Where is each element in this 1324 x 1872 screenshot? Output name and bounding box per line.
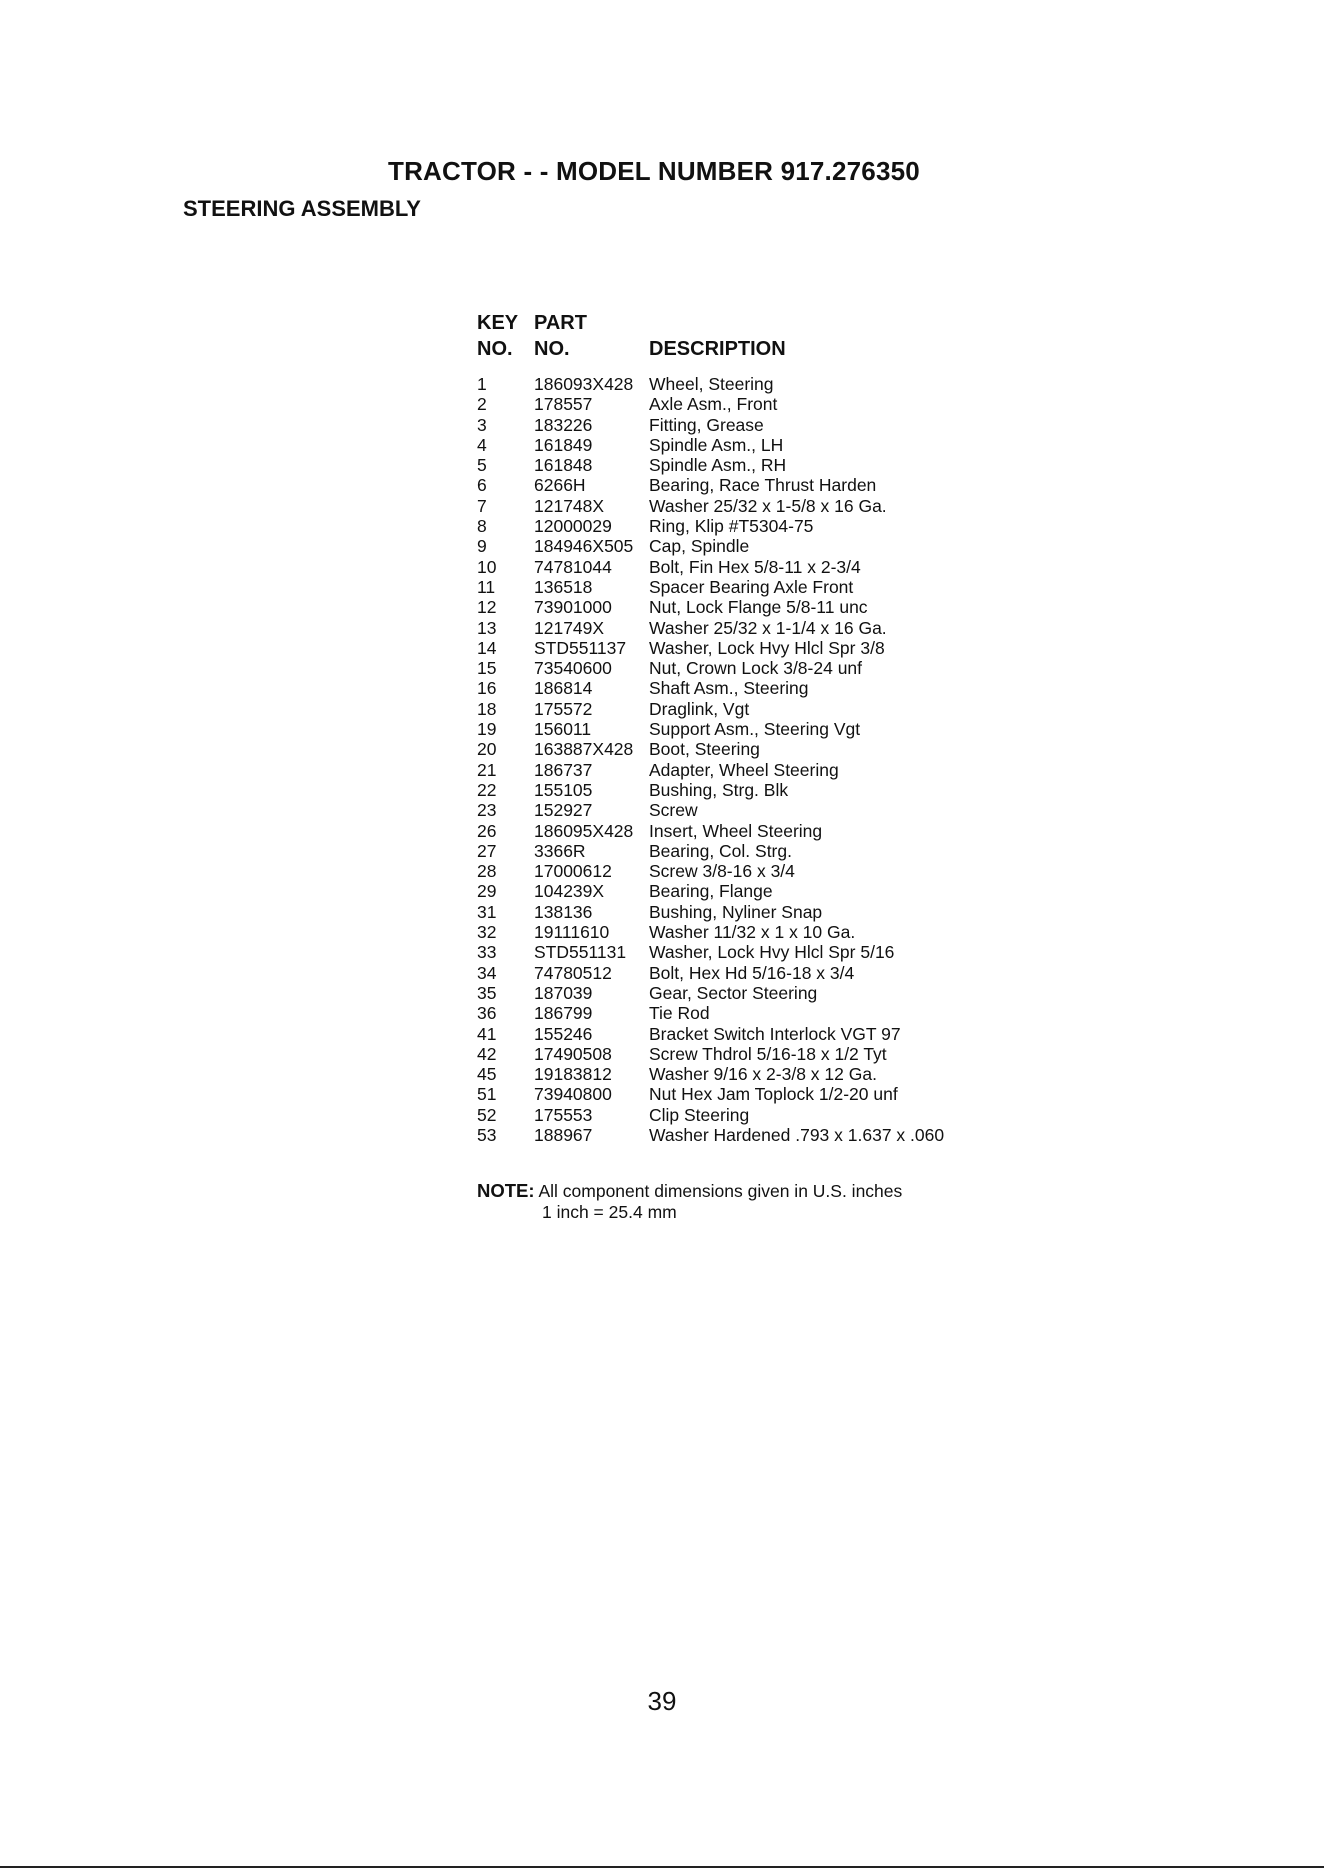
table-row	[477, 577, 1037, 597]
table-row	[477, 963, 1037, 983]
row-part-no: 175553	[534, 1104, 593, 1125]
row-part-no: 187039	[534, 982, 593, 1003]
table-row	[477, 922, 1037, 942]
row-description: Spindle Asm., RH	[649, 455, 787, 476]
row-part-no: 3366R	[534, 840, 586, 861]
parts-table	[477, 312, 1037, 1145]
row-description: Axle Asm., Front	[649, 394, 778, 415]
row-description: Nut, Crown Lock 3/8-24 unf	[649, 658, 863, 679]
table-row	[477, 1125, 1037, 1145]
table-row	[477, 1105, 1037, 1125]
row-description: Ring, Klip #T5304-75	[649, 516, 814, 537]
row-part-no: 73901000	[534, 597, 612, 618]
row-key-no: 45	[477, 1064, 497, 1085]
row-description: Spindle Asm., LH	[649, 434, 784, 455]
page-title: TRACTOR - - MODEL NUMBER 917.276350	[388, 156, 920, 186]
row-description: Washer 11/32 x 1 x 10 Ga.	[649, 922, 856, 943]
table-header	[477, 312, 1037, 364]
row-part-no: 104239X	[534, 881, 605, 902]
row-part-no: 17000612	[534, 861, 612, 882]
row-part-no: 186095X428	[534, 820, 634, 841]
table-row	[477, 475, 1037, 495]
row-key-no: 8	[477, 516, 487, 537]
row-part-no: 161849	[534, 434, 593, 455]
row-key-no: 11	[477, 576, 496, 597]
row-key-no: 29	[477, 881, 497, 902]
row-key-no: 4	[477, 434, 487, 455]
row-part-no: 175572	[534, 698, 593, 719]
row-key-no: 26	[477, 820, 497, 841]
row-description: Insert, Wheel Steering	[649, 820, 823, 841]
row-part-no: 17490508	[534, 1043, 612, 1064]
row-key-no: 36	[477, 1003, 497, 1024]
row-part-no: 184946X505	[534, 536, 634, 557]
header-part-line1: PART	[534, 312, 587, 334]
row-key-no: 33	[477, 942, 497, 963]
row-key-no: 10	[477, 556, 497, 577]
row-description: Bearing, Col. Strg.	[649, 840, 792, 861]
row-description: Bearing, Flange	[649, 881, 773, 902]
row-description: Wheel, Steering	[649, 374, 774, 394]
row-key-no: 35	[477, 982, 497, 1003]
table-row	[477, 983, 1037, 1003]
row-key-no: 14	[477, 637, 497, 658]
row-description: Bolt, Hex Hd 5/16-18 x 3/4	[649, 962, 855, 983]
row-part-no: 19111610	[534, 922, 610, 943]
row-description: Cap, Spindle	[649, 536, 750, 557]
row-key-no: 27	[477, 840, 497, 861]
note	[477, 1180, 902, 1223]
row-description: Fitting, Grease	[649, 414, 764, 435]
row-part-no: 138136	[534, 901, 593, 922]
note-line1	[477, 1180, 902, 1202]
row-description: Bushing, Nyliner Snap	[649, 901, 823, 922]
row-description: Bolt, Fin Hex 5/8-11 x 2-3/4	[649, 556, 861, 577]
table-row	[477, 902, 1037, 922]
row-description: Shaft Asm., Steering	[649, 678, 809, 699]
row-description: Nut, Lock Flange 5/8-11 unc	[649, 597, 868, 618]
row-key-no: 3	[477, 414, 487, 435]
row-key-no: 23	[477, 800, 497, 821]
row-part-no: 186093X428	[534, 374, 634, 394]
row-key-no: 51	[477, 1084, 497, 1105]
table-row	[477, 760, 1037, 780]
row-part-no: 73940800	[534, 1084, 612, 1105]
row-part-no: 121749X	[534, 617, 605, 638]
row-key-no: 6	[477, 475, 487, 496]
table-body	[477, 374, 1037, 1145]
row-key-no: 12	[477, 597, 497, 618]
row-part-no: 155246	[534, 1023, 593, 1044]
row-description: Screw	[649, 800, 698, 821]
row-key-no: 2	[477, 394, 487, 415]
table-row	[477, 1003, 1037, 1023]
row-description: Screw 3/8-16 x 3/4	[649, 861, 795, 882]
table-row	[477, 455, 1037, 475]
header-description: DESCRIPTION	[649, 338, 786, 360]
table-row	[477, 374, 1037, 394]
row-description: Screw Thdrol 5/16-18 x 1/2 Tyt	[649, 1043, 887, 1064]
table-row	[477, 557, 1037, 577]
row-key-no: 52	[477, 1104, 497, 1125]
row-key-no: 7	[477, 495, 487, 516]
row-part-no: 161848	[534, 455, 593, 476]
table-row	[477, 496, 1037, 516]
table-row	[477, 658, 1037, 678]
table-row	[477, 719, 1037, 739]
row-description: Washer Hardened .793 x 1.637 x .060	[649, 1124, 945, 1145]
table-row	[477, 536, 1037, 556]
row-description: Tie Rod	[649, 1003, 710, 1024]
row-key-no: 13	[477, 617, 497, 638]
note-text-line2: 1 inch = 25.4 mm	[542, 1202, 677, 1222]
row-part-no: 136518	[534, 576, 593, 597]
row-part-no: 12000029	[534, 516, 612, 537]
row-part-no: 6266H	[534, 475, 586, 496]
table-row	[477, 780, 1037, 800]
row-key-no: 5	[477, 455, 487, 476]
row-key-no: 34	[477, 962, 497, 983]
row-key-no: 22	[477, 779, 497, 800]
note-label: NOTE:	[477, 1180, 535, 1201]
row-part-no: 188967	[534, 1124, 593, 1145]
row-description: Gear, Sector Steering	[649, 982, 818, 1003]
row-description: Bracket Switch Interlock VGT 97	[649, 1023, 901, 1044]
table-row	[477, 618, 1037, 638]
row-description: Boot, Steering	[649, 739, 760, 760]
row-description: Draglink, Vgt	[649, 698, 750, 719]
row-part-no: STD551137	[534, 637, 627, 658]
header-part-line2: NO.	[534, 338, 570, 360]
row-description: Support Asm., Steering Vgt	[649, 719, 861, 740]
row-description: Bearing, Race Thrust Harden	[649, 475, 877, 496]
note-text-line1: All component dimensions given in U.S. inches	[538, 1181, 903, 1201]
table-row	[477, 1024, 1037, 1044]
row-part-no: 186737	[534, 759, 593, 780]
row-part-no: 163887X428	[534, 739, 634, 760]
row-key-no: 28	[477, 861, 497, 882]
table-row	[477, 415, 1037, 435]
row-key-no: 18	[477, 698, 497, 719]
row-key-no: 31	[477, 901, 497, 922]
row-key-no: 32	[477, 922, 497, 943]
row-part-no: 178557	[534, 394, 593, 415]
table-row	[477, 841, 1037, 861]
header-key-line1: KEY	[477, 312, 519, 334]
row-key-no: 41	[477, 1023, 497, 1044]
table-row	[477, 881, 1037, 901]
row-description: Washer, Lock Hvy Hlcl Spr 3/8	[649, 637, 885, 658]
table-row	[477, 678, 1037, 698]
table-row	[477, 1064, 1037, 1084]
row-description: Spacer Bearing Axle Front	[649, 576, 854, 597]
table-row	[477, 699, 1037, 719]
header-key-line2: NO.	[477, 338, 513, 360]
row-key-no: 42	[477, 1043, 497, 1064]
row-key-no: 15	[477, 658, 497, 679]
row-key-no: 16	[477, 678, 497, 699]
row-description: Washer 9/16 x 2-3/8 x 12 Ga.	[649, 1064, 877, 1085]
table-row	[477, 394, 1037, 414]
row-description: Clip Steering	[649, 1104, 750, 1125]
row-key-no: 1	[477, 374, 487, 394]
row-key-no: 21	[477, 759, 497, 780]
row-key-no: 53	[477, 1124, 497, 1145]
section-title: STEERING ASSEMBLY	[183, 196, 421, 221]
page-number: 39	[647, 1686, 677, 1716]
row-key-no: 19	[477, 719, 497, 740]
table-row	[477, 821, 1037, 841]
row-part-no: 186814	[534, 678, 593, 699]
table-row	[477, 800, 1037, 820]
row-description: Nut Hex Jam Toplock 1/2-20 unf	[649, 1084, 898, 1105]
bottom-rule	[0, 1866, 1324, 1868]
table-row	[477, 739, 1037, 759]
table-row	[477, 1044, 1037, 1064]
row-part-no: 74780512	[534, 962, 612, 983]
row-part-no: STD551131	[534, 942, 627, 963]
row-part-no: 186799	[534, 1003, 593, 1024]
row-description: Bushing, Strg. Blk	[649, 779, 789, 800]
table-row	[477, 861, 1037, 881]
row-part-no: 155105	[534, 779, 593, 800]
row-part-no: 73540600	[534, 658, 612, 679]
table-row	[477, 435, 1037, 455]
table-row	[477, 638, 1037, 658]
row-part-no: 121748X	[534, 495, 605, 516]
table-row	[477, 597, 1037, 617]
table-row	[477, 942, 1037, 962]
row-key-no: 9	[477, 536, 487, 557]
row-key-no: 20	[477, 739, 497, 760]
row-description: Washer 25/32 x 1-5/8 x 16 Ga.	[649, 495, 887, 516]
table-row	[477, 516, 1037, 536]
row-part-no: 183226	[534, 414, 593, 435]
row-description: Washer 25/32 x 1-1/4 x 16 Ga.	[649, 617, 887, 638]
row-part-no: 152927	[534, 800, 593, 821]
row-part-no: 156011	[534, 719, 592, 740]
row-description: Washer, Lock Hvy Hlcl Spr 5/16	[649, 942, 895, 963]
row-part-no: 19183812	[534, 1064, 612, 1085]
row-part-no: 74781044	[534, 556, 612, 577]
table-row	[477, 1084, 1037, 1104]
row-description: Adapter, Wheel Steering	[649, 759, 839, 780]
